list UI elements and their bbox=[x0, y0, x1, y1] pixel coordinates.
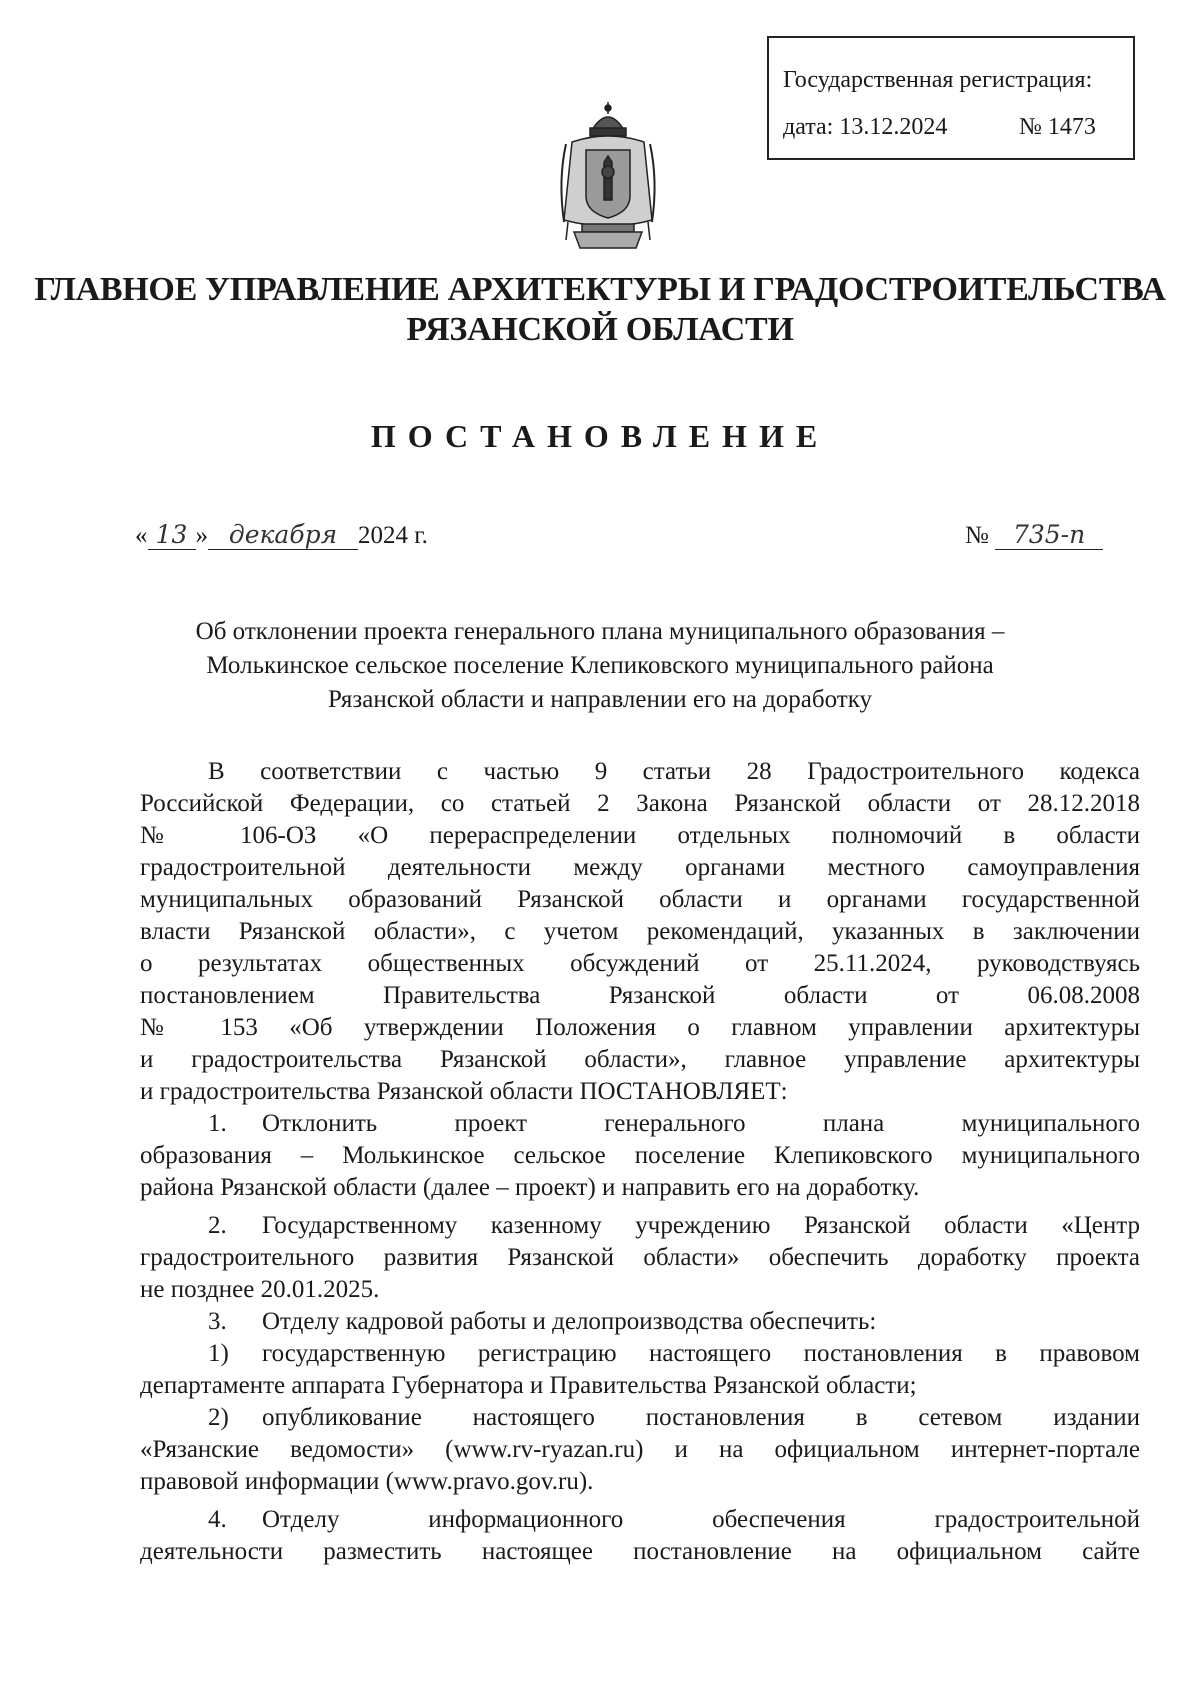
subitem-text: опубликование настоящего постановления в сетевом издании bbox=[262, 1404, 1140, 1431]
item-1-line bbox=[208, 1108, 1140, 1140]
subitem-2-line: «Рязанские ведомости» (www.rv-ryazan.ru) и на официальном интернет-портале bbox=[140, 1436, 1140, 1463]
preamble-line: постановлением Правительства Рязанской области от 06.08.2008 bbox=[140, 982, 1140, 1009]
handwritten-day: 13 bbox=[148, 520, 196, 550]
preamble-line: № 153 «Об утверждении Положения о главном управлении архитектуры bbox=[140, 1014, 1140, 1041]
subject-line: Молькинское сельское поселение Клепиковского муниципального района bbox=[206, 652, 994, 679]
registration-date: дата: 13.12.2024 bbox=[783, 114, 948, 140]
organization-title-line2: РЯЗАНСКОЙ ОБЛАСТИ bbox=[406, 311, 794, 348]
subitem-1-line: департаменте аппарата Губернатора и Правительства Рязанской области; bbox=[140, 1372, 917, 1399]
subitem-1-line bbox=[208, 1338, 1140, 1370]
subitem-2-line bbox=[208, 1402, 1140, 1434]
preamble-line: власти Рязанской области», с учетом рекомендаций, указанных в заключении bbox=[140, 918, 1140, 945]
preamble-line: В соответствии с частью 9 статьи 28 Градостроительного кодекса bbox=[208, 758, 1140, 785]
subject-line: Об отклонении проекта генерального плана муниципального образования – bbox=[195, 618, 1005, 645]
registration-number: № 1473 bbox=[1019, 114, 1096, 140]
item-text: Отделу кадровой работы и делопроизводства обеспечить: bbox=[262, 1308, 877, 1335]
coat-of-arms-emblem bbox=[552, 100, 664, 258]
decree-number bbox=[965, 520, 1103, 550]
number-prefix: № bbox=[965, 522, 989, 549]
preamble-line: и градостроительства Рязанской области ПОСТАНОВЛЯЕТ: bbox=[140, 1078, 788, 1105]
registration-stamp bbox=[767, 36, 1135, 160]
decree-date bbox=[135, 520, 428, 550]
preamble-line: о результатах общественных обсуждений от 25.11.2024, руководствуясь bbox=[140, 950, 1140, 977]
item-1-line: образования – Молькинское сельское поселение Клепиковского муниципального bbox=[140, 1142, 1140, 1169]
subitem-2-line: правовой информации (www.pravo.gov.ru). bbox=[140, 1468, 594, 1495]
item-number: 2. bbox=[208, 1212, 227, 1239]
item-text: Отклонить проект генерального плана муниципального bbox=[262, 1110, 1140, 1137]
item-text: Отделу информационного обеспечения градостроительной bbox=[262, 1506, 1140, 1533]
item-4-line: деятельности разместить настоящее постановление на официальном сайте bbox=[140, 1538, 1140, 1565]
preamble-line: градостроительной деятельности между органами местного самоуправления bbox=[140, 854, 1140, 881]
handwritten-number: 735-п bbox=[995, 520, 1103, 550]
date-close-quote: » bbox=[195, 522, 208, 549]
preamble-line: и градостроительства Рязанской области», главное управление архитектуры bbox=[140, 1046, 1140, 1073]
handwritten-month: декабря bbox=[208, 520, 358, 550]
item-number: 3. bbox=[208, 1308, 227, 1335]
preamble-line: муниципальных образований Рязанской области и органами государственной bbox=[140, 886, 1140, 913]
preamble-line: Российской Федерации, со статьей 2 Закона Рязанской области от 28.12.2018 bbox=[140, 790, 1140, 817]
subitem-number: 1) bbox=[208, 1340, 229, 1367]
item-2-line bbox=[208, 1210, 1140, 1242]
item-number: 1. bbox=[208, 1110, 227, 1137]
item-1-line: района Рязанской области (далее – проект) и направить его на доработку. bbox=[140, 1174, 920, 1201]
item-number: 4. bbox=[208, 1506, 227, 1533]
date-year: 2024 г. bbox=[358, 522, 428, 549]
organization-title-line1: ГЛАВНОЕ УПРАВЛЕНИЕ АРХИТЕКТУРЫ И ГРАДОСТРОИТЕЛЬСТВА bbox=[34, 271, 1166, 308]
subitem-text: государственную регистрацию настоящего постановления в правовом bbox=[262, 1340, 1140, 1367]
document-type-heading: ПОСТАНОВЛЕНИЕ bbox=[370, 418, 830, 454]
subitem-number: 2) bbox=[208, 1404, 229, 1431]
date-open-quote: « bbox=[135, 522, 148, 549]
item-4-line bbox=[208, 1504, 1140, 1536]
subject-line: Рязанской области и направлении его на доработку bbox=[327, 686, 873, 713]
item-2-line: не позднее 20.01.2025. bbox=[140, 1276, 380, 1303]
item-3-line bbox=[208, 1306, 1140, 1338]
item-text: Государственному казенному учреждению Рязанской области «Центр bbox=[262, 1212, 1140, 1239]
item-2-line: градостроительного развития Рязанской области» обеспечить доработку проекта bbox=[140, 1244, 1140, 1271]
registration-title: Государственная регистрация: bbox=[783, 67, 1093, 93]
preamble-line: № 106-ОЗ «О перераспределении отдельных полномочий в области bbox=[140, 822, 1140, 849]
